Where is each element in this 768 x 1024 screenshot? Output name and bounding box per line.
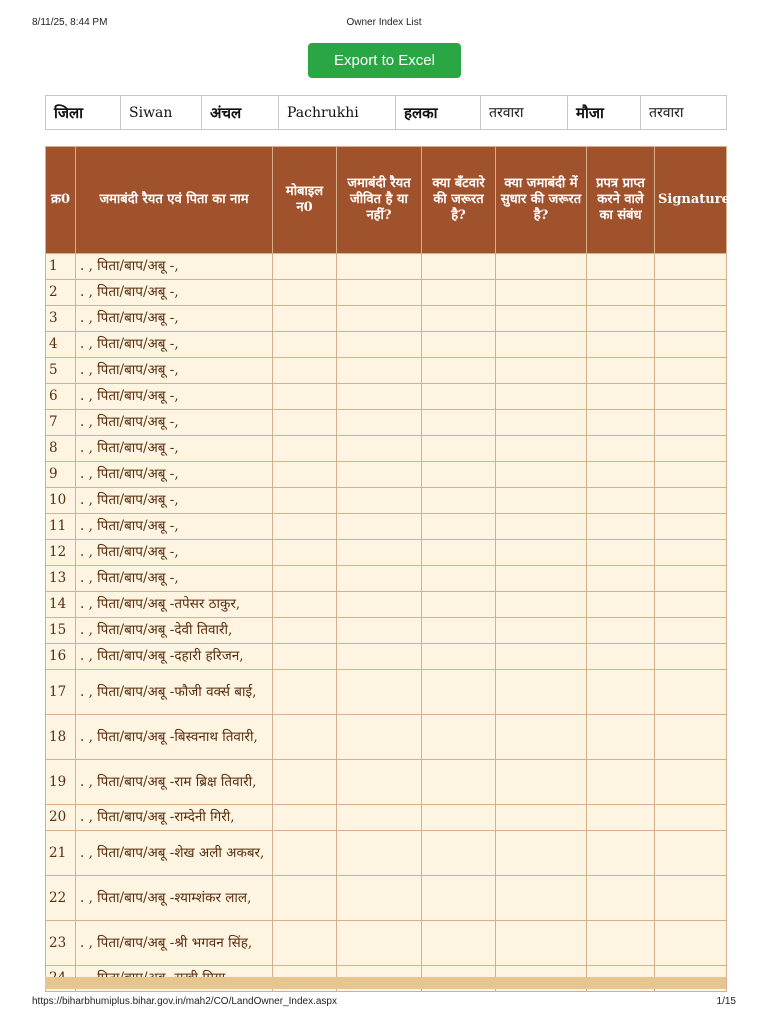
row-mobile-cell: [273, 332, 337, 358]
export-to-excel-button[interactable]: Export to Excel: [308, 43, 461, 78]
page-number: 1/15: [716, 996, 736, 1007]
row-relation-cell: [587, 540, 655, 566]
row-serial: 20: [46, 805, 76, 831]
row-owner-name: . , पिता/बाप/अबू -शेख अली अकबर,: [76, 831, 273, 876]
row-owner-name: . , पिता/बाप/अबू -,: [76, 566, 273, 592]
row-signature-cell: [655, 254, 727, 280]
row-alive-cell: [337, 715, 422, 760]
row-relation-cell: [587, 644, 655, 670]
row-owner-name: . , पिता/बाप/अबू -,: [76, 462, 273, 488]
row-alive-cell: [337, 566, 422, 592]
table-row: [46, 831, 727, 876]
table-row: [46, 540, 727, 566]
row-correction-cell: [496, 618, 587, 644]
row-serial: 14: [46, 592, 76, 618]
table-header-row: [46, 147, 727, 254]
row-owner-name: . , पिता/बाप/अबू -दहारी हरिजन,: [76, 644, 273, 670]
header-owner-name: जमाबंदी रैयत एवं पिता का नाम: [76, 147, 273, 254]
row-correction-cell: [496, 514, 587, 540]
row-alive-cell: [337, 514, 422, 540]
mauja-value: तरवारा: [641, 96, 727, 130]
row-correction-cell: [496, 488, 587, 514]
row-relation-cell: [587, 670, 655, 715]
print-footer: [32, 994, 736, 1010]
table-row: [46, 514, 727, 540]
row-serial: 19: [46, 760, 76, 805]
row-alive-cell: [337, 254, 422, 280]
row-signature-cell: [655, 280, 727, 306]
row-alive-cell: [337, 618, 422, 644]
row-owner-name: . , पिता/बाप/अबू -,: [76, 410, 273, 436]
row-owner-name: . , पिता/बाप/अबू -बिस्वनाथ तिवारी,: [76, 715, 273, 760]
header-correction: क्या जमाबंदी में सुधार की जरूरत है?: [496, 147, 587, 254]
row-mobile-cell: [273, 540, 337, 566]
row-owner-name: . , पिता/बाप/अबू -,: [76, 332, 273, 358]
table-row: [46, 670, 727, 715]
row-partition-cell: [422, 805, 496, 831]
row-serial: 10: [46, 488, 76, 514]
row-relation-cell: [587, 715, 655, 760]
row-signature-cell: [655, 358, 727, 384]
row-partition-cell: [422, 462, 496, 488]
row-alive-cell: [337, 540, 422, 566]
row-mobile-cell: [273, 306, 337, 332]
table-row: [46, 592, 727, 618]
row-signature-cell: [655, 332, 727, 358]
row-relation-cell: [587, 254, 655, 280]
halka-label: हलका: [396, 96, 481, 130]
table-row: [46, 805, 727, 831]
district-value: Siwan: [121, 96, 202, 130]
row-relation-cell: [587, 592, 655, 618]
row-relation-cell: [587, 306, 655, 332]
row-correction-cell: [496, 566, 587, 592]
owner-index-table: [45, 146, 730, 992]
table-row: [46, 462, 727, 488]
row-alive-cell: [337, 876, 422, 921]
table-row: [46, 876, 727, 921]
row-alive-cell: [337, 805, 422, 831]
row-signature-cell: [655, 715, 727, 760]
table-row: [46, 488, 727, 514]
row-signature-cell: [655, 566, 727, 592]
row-relation-cell: [587, 921, 655, 966]
block-label: अंचल: [202, 96, 279, 130]
row-mobile-cell: [273, 805, 337, 831]
row-serial: 6: [46, 384, 76, 410]
table-row: [46, 410, 727, 436]
row-correction-cell: [496, 876, 587, 921]
row-correction-cell: [496, 410, 587, 436]
row-serial: 15: [46, 618, 76, 644]
header-relation: प्रपत्र प्राप्त करने वाले का संबंध: [587, 147, 655, 254]
row-partition-cell: [422, 358, 496, 384]
row-alive-cell: [337, 488, 422, 514]
row-partition-cell: [422, 715, 496, 760]
row-owner-name: . , पिता/बाप/अबू -,: [76, 254, 273, 280]
mauja-label: मौजा: [568, 96, 641, 130]
row-signature-cell: [655, 592, 727, 618]
row-mobile-cell: [273, 831, 337, 876]
row-mobile-cell: [273, 384, 337, 410]
row-serial: 12: [46, 540, 76, 566]
row-signature-cell: [655, 410, 727, 436]
row-relation-cell: [587, 618, 655, 644]
row-mobile-cell: [273, 280, 337, 306]
row-partition-cell: [422, 921, 496, 966]
row-mobile-cell: [273, 566, 337, 592]
header-mobile: मोबाइल न0: [273, 147, 337, 254]
row-serial: 8: [46, 436, 76, 462]
row-mobile-cell: [273, 358, 337, 384]
row-alive-cell: [337, 358, 422, 384]
row-relation-cell: [587, 876, 655, 921]
table-row: [46, 760, 727, 805]
row-partition-cell: [422, 592, 496, 618]
row-partition-cell: [422, 644, 496, 670]
table-row: [46, 332, 727, 358]
row-mobile-cell: [273, 410, 337, 436]
row-mobile-cell: [273, 488, 337, 514]
row-relation-cell: [587, 332, 655, 358]
row-partition-cell: [422, 280, 496, 306]
row-signature-cell: [655, 670, 727, 715]
row-signature-cell: [655, 540, 727, 566]
row-signature-cell: [655, 462, 727, 488]
header-partition: क्या बँटवारे की जरूरत है?: [422, 147, 496, 254]
row-signature-cell: [655, 514, 727, 540]
row-correction-cell: [496, 715, 587, 760]
row-mobile-cell: [273, 514, 337, 540]
row-partition-cell: [422, 306, 496, 332]
row-partition-cell: [422, 876, 496, 921]
row-owner-name: . , पिता/बाप/अबू -,: [76, 358, 273, 384]
row-correction-cell: [496, 436, 587, 462]
row-relation-cell: [587, 566, 655, 592]
row-alive-cell: [337, 410, 422, 436]
table-row: [46, 618, 727, 644]
row-correction-cell: [496, 921, 587, 966]
row-relation-cell: [587, 488, 655, 514]
row-alive-cell: [337, 384, 422, 410]
row-correction-cell: [496, 760, 587, 805]
row-partition-cell: [422, 831, 496, 876]
row-serial: 1: [46, 254, 76, 280]
row-relation-cell: [587, 358, 655, 384]
row-serial: 13: [46, 566, 76, 592]
row-correction-cell: [496, 670, 587, 715]
row-mobile-cell: [273, 436, 337, 462]
row-mobile-cell: [273, 592, 337, 618]
row-serial: 16: [46, 644, 76, 670]
row-partition-cell: [422, 540, 496, 566]
row-signature-cell: [655, 760, 727, 805]
row-relation-cell: [587, 280, 655, 306]
row-owner-name: . , पिता/बाप/अबू -फौजी वर्क्स बाई,: [76, 670, 273, 715]
row-partition-cell: [422, 332, 496, 358]
row-correction-cell: [496, 332, 587, 358]
row-owner-name: . , पिता/बाप/अबू -,: [76, 384, 273, 410]
print-title: Owner Index List: [346, 17, 422, 28]
row-mobile-cell: [273, 715, 337, 760]
halka-value: तरवारा: [481, 96, 568, 130]
row-owner-name: . , पिता/बाप/अबू -तपेसर ठाकुर,: [76, 592, 273, 618]
print-datetime: 8/11/25, 8:44 PM: [32, 17, 108, 28]
row-owner-name: . , पिता/बाप/अबू -,: [76, 306, 273, 332]
row-serial: 17: [46, 670, 76, 715]
row-alive-cell: [337, 306, 422, 332]
row-relation-cell: [587, 462, 655, 488]
row-alive-cell: [337, 280, 422, 306]
row-partition-cell: [422, 760, 496, 805]
table-row: [46, 715, 727, 760]
row-owner-name: . , पिता/बाप/अबू -,: [76, 280, 273, 306]
row-owner-name: . , पिता/बाप/अबू -,: [76, 514, 273, 540]
row-serial: 7: [46, 410, 76, 436]
header-signature: Signature: [655, 147, 727, 254]
row-correction-cell: [496, 592, 587, 618]
row-partition-cell: [422, 488, 496, 514]
district-label: जिला: [46, 96, 121, 130]
row-signature-cell: [655, 876, 727, 921]
row-mobile-cell: [273, 921, 337, 966]
row-owner-name: . , पिता/बाप/अबू -,: [76, 540, 273, 566]
row-correction-cell: [496, 358, 587, 384]
row-signature-cell: [655, 644, 727, 670]
table-row: [46, 566, 727, 592]
row-owner-name: . , पिता/बाप/अबू -श्री भगवन सिंह,: [76, 921, 273, 966]
row-alive-cell: [337, 670, 422, 715]
row-serial: 18: [46, 715, 76, 760]
table-row: [46, 358, 727, 384]
row-alive-cell: [337, 436, 422, 462]
row-owner-name: . , पिता/बाप/अबू -राम ब्रिक्ष तिवारी,: [76, 760, 273, 805]
table-row: [46, 644, 727, 670]
row-serial: 11: [46, 514, 76, 540]
row-correction-cell: [496, 831, 587, 876]
row-serial: 9: [46, 462, 76, 488]
row-correction-cell: [496, 540, 587, 566]
row-partition-cell: [422, 618, 496, 644]
row-partition-cell: [422, 384, 496, 410]
row-serial: 22: [46, 876, 76, 921]
table-row: [46, 436, 727, 462]
row-partition-cell: [422, 514, 496, 540]
row-correction-cell: [496, 254, 587, 280]
row-signature-cell: [655, 805, 727, 831]
row-alive-cell: [337, 644, 422, 670]
table-row: [46, 306, 727, 332]
row-serial: 21: [46, 831, 76, 876]
row-signature-cell: [655, 384, 727, 410]
header-serial: क्र0: [46, 147, 76, 254]
row-alive-cell: [337, 462, 422, 488]
table-bottom-strip: [45, 977, 726, 989]
row-signature-cell: [655, 618, 727, 644]
row-mobile-cell: [273, 618, 337, 644]
row-serial: 4: [46, 332, 76, 358]
table-row: [46, 384, 727, 410]
row-signature-cell: [655, 488, 727, 514]
row-owner-name: . , पिता/बाप/अबू -,: [76, 488, 273, 514]
block-value: Pachrukhi: [279, 96, 396, 130]
row-mobile-cell: [273, 254, 337, 280]
table-row: [46, 254, 727, 280]
row-mobile-cell: [273, 760, 337, 805]
row-relation-cell: [587, 384, 655, 410]
row-signature-cell: [655, 436, 727, 462]
row-owner-name: . , पिता/बाप/अबू -,: [76, 436, 273, 462]
row-partition-cell: [422, 436, 496, 462]
row-relation-cell: [587, 760, 655, 805]
row-alive-cell: [337, 332, 422, 358]
row-alive-cell: [337, 921, 422, 966]
print-url: https://biharbhumiplus.bihar.gov.in/mah2/CO/LandOwner_Index.aspx: [32, 996, 337, 1007]
row-relation-cell: [587, 410, 655, 436]
row-relation-cell: [587, 436, 655, 462]
row-correction-cell: [496, 306, 587, 332]
header-alive: जमाबंदी रैयत जीवित है या नहीं?: [337, 147, 422, 254]
row-mobile-cell: [273, 876, 337, 921]
row-partition-cell: [422, 254, 496, 280]
row-serial: 2: [46, 280, 76, 306]
row-correction-cell: [496, 805, 587, 831]
row-signature-cell: [655, 831, 727, 876]
row-correction-cell: [496, 384, 587, 410]
row-alive-cell: [337, 760, 422, 805]
row-signature-cell: [655, 306, 727, 332]
row-serial: 5: [46, 358, 76, 384]
row-correction-cell: [496, 280, 587, 306]
row-signature-cell: [655, 921, 727, 966]
row-partition-cell: [422, 566, 496, 592]
row-relation-cell: [587, 514, 655, 540]
table-row: [46, 921, 727, 966]
row-correction-cell: [496, 644, 587, 670]
row-owner-name: . , पिता/बाप/अबू -श्याम्शंकर लाल,: [76, 876, 273, 921]
row-owner-name: . , पिता/बाप/अबू -राम्देनी गिरी,: [76, 805, 273, 831]
row-mobile-cell: [273, 644, 337, 670]
row-relation-cell: [587, 805, 655, 831]
row-alive-cell: [337, 831, 422, 876]
row-owner-name: . , पिता/बाप/अबू -देवी तिवारी,: [76, 618, 273, 644]
location-table: [45, 95, 727, 130]
row-serial: 3: [46, 306, 76, 332]
print-header: [32, 14, 736, 32]
row-partition-cell: [422, 410, 496, 436]
row-mobile-cell: [273, 670, 337, 715]
row-alive-cell: [337, 592, 422, 618]
row-partition-cell: [422, 670, 496, 715]
row-correction-cell: [496, 462, 587, 488]
row-serial: 23: [46, 921, 76, 966]
row-relation-cell: [587, 831, 655, 876]
row-mobile-cell: [273, 462, 337, 488]
table-row: [46, 280, 727, 306]
